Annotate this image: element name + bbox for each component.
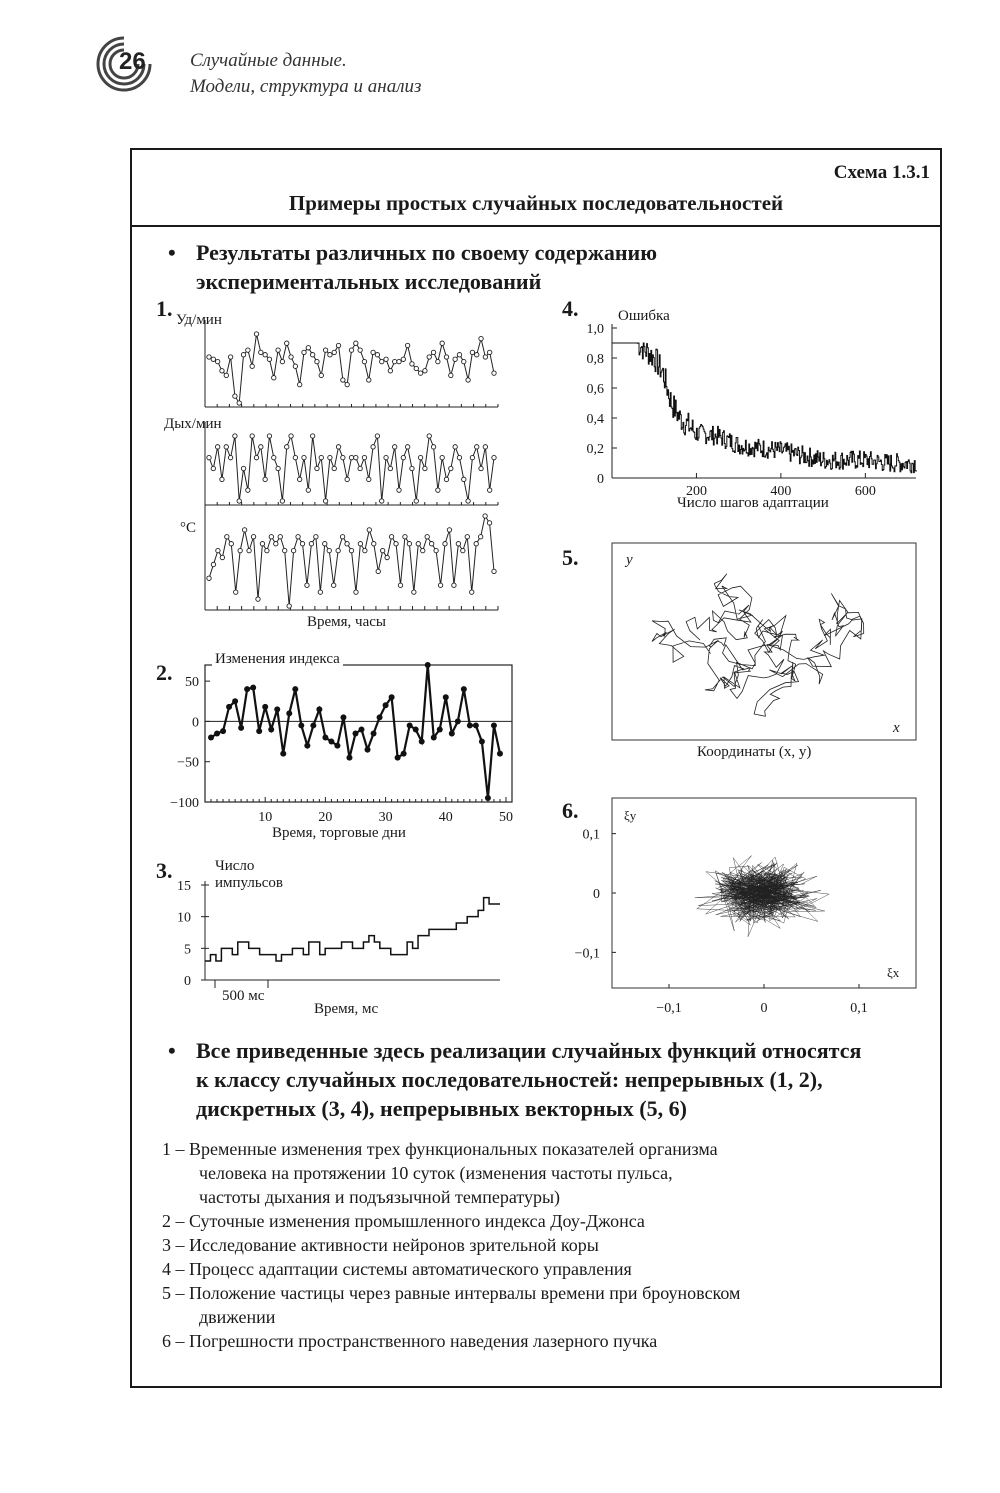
fig3-scale-label: 500 мс — [222, 988, 265, 1004]
bullet-1-line-1: Результаты различных по своему содержанию — [196, 240, 658, 265]
bullet-2-line-1: Все приведенные здесь реализации случайных функций относятся — [196, 1038, 862, 1063]
page-number: 26 — [119, 48, 146, 75]
fig3-y-tick-label: 0 — [184, 974, 191, 989]
fig2-x-tick-label: 10 — [258, 810, 273, 825]
fig6-y-tick-label: −0,1 — [574, 946, 600, 962]
note-2: 2 – Суточные изменения промышленного индекса Доу-Джонса — [162, 1211, 645, 1231]
fig2-x-tick-label: 50 — [498, 810, 513, 825]
notes-list — [162, 1137, 740, 1353]
fig3-y-tick-label: 15 — [177, 879, 191, 894]
fig2-x-tick-label: 30 — [378, 810, 393, 825]
fig2-y-tick-label: −50 — [177, 755, 199, 771]
fig6-x-tick-label: 0 — [760, 1001, 768, 1016]
note-5 — [162, 1281, 740, 1329]
fig4-y-tick-label: 0,8 — [586, 352, 604, 367]
bullet-dot-icon: • — [168, 240, 176, 265]
fig4-xlabel: Число шагов адаптации — [677, 495, 829, 511]
bullet-dot-icon: • — [168, 1038, 176, 1063]
note-3: 3 – Исследование активности нейронов зрительной коры — [162, 1235, 599, 1255]
fig4-number: 4. — [562, 296, 579, 321]
bullet-2-line-3: дискретных (3, 4), непрерывных векторных (5, 6) — [196, 1096, 687, 1121]
note-5-line-1: 5 – Положение частицы через равные интервалы времени при броуновском — [162, 1283, 741, 1303]
fig4-y-tick-label: 0,4 — [586, 412, 604, 427]
fig3-y-tick-label: 5 — [184, 942, 191, 958]
fig2-y-tick-label: −100 — [170, 796, 199, 811]
fig3-xlabel: Время, мс — [314, 1001, 379, 1017]
bullet-1-line-2: экспериментальных исследований — [196, 269, 542, 294]
fig6-number: 6. — [562, 798, 579, 823]
fig4-y-tick-label: 1,0 — [586, 322, 604, 337]
fig1-xlabel: Время, часы — [307, 614, 386, 630]
fig1-number: 1. — [156, 296, 173, 321]
fig6-y-axis-label: ξy — [624, 808, 637, 823]
fig2-y-tick-label: 50 — [185, 675, 199, 691]
fig4-y-tick-label: 0 — [597, 472, 604, 487]
fig4-x-tick-label: 600 — [854, 484, 876, 499]
fig6-y-tick-label: 0,1 — [582, 827, 600, 843]
fig6-x-axis-label: ξx — [887, 965, 900, 980]
note-1-line-3: частоты дыхания и подъязычной температуры) — [199, 1187, 561, 1207]
scheme-title: Примеры простых случайных последовательностей — [288, 191, 784, 215]
fig1-label-breath: Дых/мин — [164, 416, 222, 432]
fig2-number: 2. — [156, 660, 173, 685]
fig4-x-tick-label: 400 — [770, 484, 792, 499]
bullet-2 — [168, 1036, 861, 1123]
header-line-2: Модели, структура и анализ — [190, 76, 422, 97]
fig2-x-tick-label: 20 — [318, 810, 333, 825]
fig5-xlabel: Координаты (x, y) — [697, 744, 812, 760]
fig4-x-tick-label: 200 — [685, 484, 707, 499]
fig4-ylabel: Ошибка — [618, 308, 670, 324]
fig3-ylabel-2: импульсов — [215, 875, 283, 891]
fig5-x-axis-label: x — [893, 720, 900, 736]
fig3-y-tick-label: 10 — [177, 910, 191, 926]
fig6-error-trace — [695, 856, 829, 937]
scheme-label: Схема 1.3.1 — [833, 162, 930, 183]
note-5-line-2: движении — [199, 1307, 276, 1327]
fig6-y-tick-label: 0 — [593, 887, 600, 902]
note-1-line-1: 1 – Временные изменения трех функциональных показателей организма — [162, 1139, 718, 1159]
fig2-x-tick-label: 40 — [438, 810, 453, 825]
fig4-y-tick-label: 0,6 — [586, 382, 604, 397]
fig3-number: 3. — [156, 858, 173, 883]
fig1-label-temp: °С — [180, 520, 197, 536]
header-line-1: Случайные данные. — [190, 50, 347, 71]
fig5-y-axis-label: y — [626, 552, 633, 568]
fig6-x-tick-label: −0,1 — [656, 1001, 682, 1016]
note-6: 6 – Погрешности пространственного наведения лазерного пучка — [162, 1331, 658, 1351]
fig6-x-tick-label: 0,1 — [850, 1001, 868, 1016]
fig4-y-tick-label: 0,2 — [586, 442, 604, 457]
fig2-xlabel: Время, торговые дни — [272, 825, 406, 841]
fig3-ylabel-1: Число — [215, 858, 255, 874]
note-1-line-2: человека на протяжении 10 суток (изменения частоты пульса, — [199, 1163, 673, 1183]
note-4: 4 – Процесс адаптации системы автоматического управления — [162, 1259, 632, 1279]
fig1-label-pulse: Уд/мин — [176, 312, 222, 328]
note-1 — [162, 1137, 740, 1209]
fig2-title: Изменения индекса — [212, 651, 343, 668]
fig2-y-tick-label: 0 — [192, 715, 199, 731]
fig5-number: 5. — [562, 545, 579, 570]
bullet-2-line-2: к классу случайных последовательностей: непрерывных (1, 2), — [196, 1067, 823, 1092]
